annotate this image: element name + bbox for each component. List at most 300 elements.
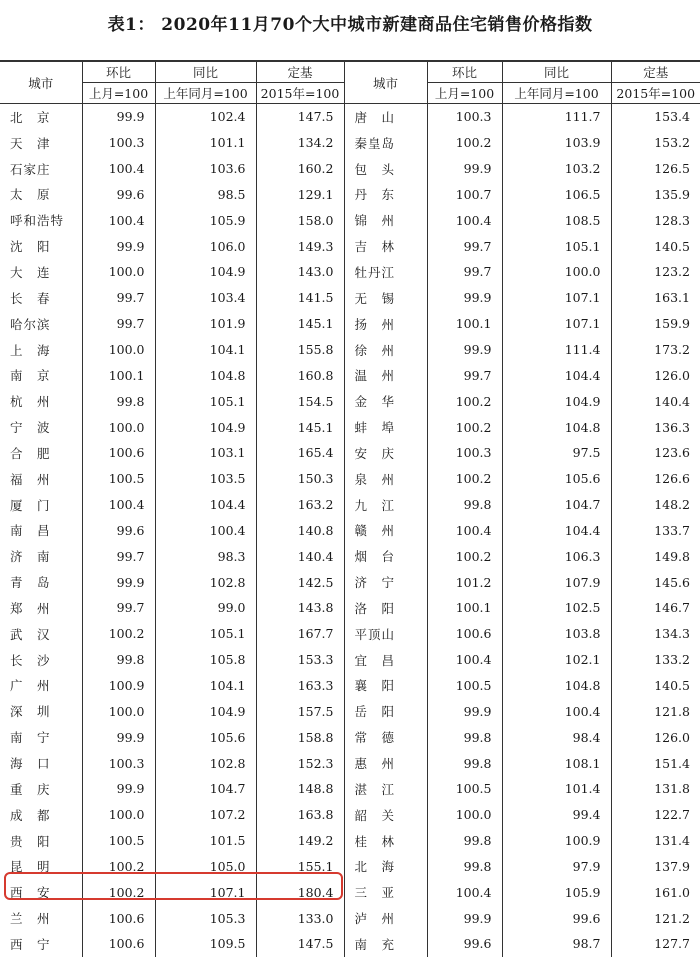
mom-cell: 99.9	[82, 233, 155, 259]
city-cell: 牡丹江	[354, 264, 396, 280]
yoy-cell: 102.1	[502, 647, 611, 673]
yoy-cell: 100.0	[502, 259, 611, 285]
base-cell: 158.8	[256, 724, 344, 750]
yoy-cell: 99.4	[502, 802, 611, 828]
city-cell: 南 昌	[10, 523, 51, 539]
base-cell: 146.7	[611, 595, 700, 621]
base-cell: 163.3	[256, 673, 344, 699]
yoy-cell: 101.5	[155, 828, 256, 854]
base-cell: 151.4	[611, 750, 700, 776]
table-row	[0, 362, 700, 388]
mom-cell: 99.9	[427, 698, 502, 724]
table-row	[0, 130, 700, 156]
table-row	[0, 569, 700, 595]
yoy-cell: 105.6	[502, 466, 611, 492]
base-cell: 149.3	[256, 233, 344, 259]
yoy-cell: 100.9	[502, 828, 611, 854]
mom-header-2: 环比	[427, 61, 502, 83]
mom-cell: 100.0	[82, 337, 155, 363]
mom-cell: 100.4	[427, 879, 502, 905]
base-cell: 163.1	[611, 285, 700, 311]
base-cell: 134.2	[256, 130, 344, 156]
mom-cell: 99.9	[82, 569, 155, 595]
city-cell: 青 岛	[10, 575, 51, 591]
base-cell: 140.5	[611, 673, 700, 699]
table-row	[0, 259, 700, 285]
base-cell: 133.2	[611, 647, 700, 673]
table-row	[0, 595, 700, 621]
city-cell: 温 州	[354, 368, 396, 384]
city-cell: 太 原	[10, 187, 51, 203]
mom-cell: 100.3	[427, 104, 502, 130]
base-cell: 155.1	[256, 853, 344, 879]
city-cell: 福 州	[10, 471, 51, 487]
base-cell: 133.7	[611, 518, 700, 544]
mom-cell: 100.4	[82, 207, 155, 233]
city-cell: 锦 州	[354, 213, 396, 229]
base-cell: 143.0	[256, 259, 344, 285]
price-index-table	[0, 60, 700, 957]
yoy-cell: 108.5	[502, 207, 611, 233]
city-cell: 泉 州	[354, 471, 396, 487]
yoy-cell: 101.1	[155, 130, 256, 156]
mom-cell: 99.6	[82, 518, 155, 544]
base-cell: 160.2	[256, 156, 344, 182]
yoy-cell: 100.4	[502, 698, 611, 724]
mom-cell: 99.7	[82, 543, 155, 569]
yoy-cell: 105.1	[155, 621, 256, 647]
base-cell: 129.1	[256, 182, 344, 208]
yoy-cell: 105.8	[155, 647, 256, 673]
table-row	[0, 853, 700, 879]
city-cell: 哈尔滨	[10, 316, 51, 332]
mom-cell: 99.8	[427, 853, 502, 879]
city-cell: 金 华	[354, 394, 396, 410]
city-header: 城市	[0, 61, 82, 104]
city-cell: 韶 关	[354, 807, 396, 823]
city-cell: 泸 州	[354, 911, 396, 927]
yoy-cell: 97.9	[502, 853, 611, 879]
base-header-2: 定基	[611, 61, 700, 83]
table-row	[0, 337, 700, 363]
mom-cell: 100.6	[82, 931, 155, 957]
base-cell: 136.3	[611, 414, 700, 440]
city-cell: 济 宁	[354, 575, 396, 591]
base-cell: 173.2	[611, 337, 700, 363]
city-cell: 海 口	[10, 756, 51, 772]
city-cell: 西 宁	[10, 936, 51, 952]
base-cell: 126.0	[611, 362, 700, 388]
mom-cell: 99.7	[427, 259, 502, 285]
city-cell: 天 津	[10, 135, 51, 151]
city-cell: 徐 州	[354, 342, 396, 358]
city-cell: 石家庄	[10, 161, 51, 177]
base-cell: 142.5	[256, 569, 344, 595]
base-cell: 148.2	[611, 492, 700, 518]
base-cell: 143.8	[256, 595, 344, 621]
base-cell: 137.9	[611, 853, 700, 879]
base-cell: 123.6	[611, 440, 700, 466]
mom-cell: 99.9	[427, 285, 502, 311]
table-row	[0, 466, 700, 492]
mom-cell: 99.7	[427, 362, 502, 388]
yoy-cell: 105.0	[155, 853, 256, 879]
mom-cell: 99.8	[427, 724, 502, 750]
base-cell: 131.8	[611, 776, 700, 802]
base-cell: 145.6	[611, 569, 700, 595]
yoy-cell: 104.1	[155, 673, 256, 699]
city-cell: 湛 江	[354, 781, 396, 797]
mom-cell: 99.6	[82, 182, 155, 208]
city-cell: 包 头	[354, 161, 396, 177]
city-cell: 深 圳	[10, 704, 51, 720]
yoy-cell: 104.8	[502, 414, 611, 440]
base-cell: 161.0	[611, 879, 700, 905]
city-cell: 宁 波	[10, 420, 51, 436]
city-cell: 襄 阳	[354, 678, 396, 694]
city-cell: 三 亚	[354, 885, 396, 901]
table-row	[0, 905, 700, 931]
base-header: 定基	[256, 61, 344, 83]
base-cell: 154.5	[256, 388, 344, 414]
base-subheader: 2015年=100	[256, 83, 344, 104]
city-cell: 无 锡	[354, 290, 396, 306]
base-cell: 127.7	[611, 931, 700, 957]
city-cell: 大 连	[10, 264, 51, 280]
mom-subheader-2: 上月=100	[427, 83, 502, 104]
mom-cell: 99.9	[82, 724, 155, 750]
yoy-cell: 103.8	[502, 621, 611, 647]
city-cell: 郑 州	[10, 600, 51, 616]
base-cell: 165.4	[256, 440, 344, 466]
mom-cell: 100.3	[82, 750, 155, 776]
yoy-cell: 105.1	[502, 233, 611, 259]
base-cell: 135.9	[611, 182, 700, 208]
city-cell: 安 庆	[354, 445, 396, 461]
yoy-cell: 103.1	[155, 440, 256, 466]
base-cell: 140.4	[256, 543, 344, 569]
city-cell: 蚌 埠	[354, 420, 396, 436]
mom-cell: 100.2	[82, 853, 155, 879]
mom-cell: 100.3	[82, 130, 155, 156]
yoy-subheader-2: 上年同月=100	[502, 83, 611, 104]
table-row	[0, 673, 700, 699]
mom-cell: 99.8	[82, 647, 155, 673]
table-row	[0, 621, 700, 647]
base-cell: 123.2	[611, 259, 700, 285]
base-cell: 121.8	[611, 698, 700, 724]
table-row	[0, 647, 700, 673]
base-cell: 126.5	[611, 156, 700, 182]
city-cell: 西 安	[10, 885, 51, 901]
base-cell: 158.0	[256, 207, 344, 233]
base-cell: 160.8	[256, 362, 344, 388]
mom-cell: 100.2	[427, 388, 502, 414]
city-cell: 沈 阳	[10, 239, 51, 255]
mom-cell: 100.3	[427, 440, 502, 466]
mom-cell: 99.9	[427, 156, 502, 182]
city-cell: 唐 山	[354, 109, 396, 125]
yoy-cell: 111.7	[502, 104, 611, 130]
city-cell: 烟 台	[354, 549, 396, 565]
yoy-cell: 103.4	[155, 285, 256, 311]
city-cell: 丹 东	[354, 187, 396, 203]
yoy-cell: 104.7	[502, 492, 611, 518]
yoy-header: 同比	[155, 61, 256, 83]
mom-cell: 100.2	[427, 466, 502, 492]
mom-cell: 99.9	[427, 905, 502, 931]
mom-cell: 99.6	[427, 931, 502, 957]
base-cell: 147.5	[256, 931, 344, 957]
city-cell: 九 江	[354, 497, 396, 513]
yoy-cell: 104.9	[155, 259, 256, 285]
yoy-cell: 100.4	[155, 518, 256, 544]
yoy-cell: 107.1	[502, 311, 611, 337]
base-cell: 128.3	[611, 207, 700, 233]
city-cell: 贵 阳	[10, 833, 51, 849]
base-cell: 159.9	[611, 311, 700, 337]
table-row	[0, 104, 700, 130]
city-cell: 昆 明	[10, 859, 51, 875]
table-row	[0, 311, 700, 337]
mom-cell: 100.5	[82, 828, 155, 854]
table-row	[0, 492, 700, 518]
yoy-cell: 102.8	[155, 569, 256, 595]
base-cell: 152.3	[256, 750, 344, 776]
yoy-header-2: 同比	[502, 61, 611, 83]
city-cell: 兰 州	[10, 911, 51, 927]
yoy-cell: 99.0	[155, 595, 256, 621]
base-cell: 153.2	[611, 130, 700, 156]
mom-cell: 100.4	[427, 518, 502, 544]
mom-cell: 99.7	[427, 233, 502, 259]
base-cell: 133.0	[256, 905, 344, 931]
base-cell: 153.4	[611, 104, 700, 130]
yoy-cell: 104.8	[155, 362, 256, 388]
city-cell: 呼和浩特	[10, 213, 65, 229]
base-cell: 131.4	[611, 828, 700, 854]
city-cell: 北 海	[354, 859, 396, 875]
table-row	[0, 207, 700, 233]
mom-cell: 99.9	[427, 337, 502, 363]
base-cell: 149.2	[256, 828, 344, 854]
mom-cell: 99.9	[82, 776, 155, 802]
city-cell: 广 州	[10, 678, 51, 694]
mom-cell: 100.1	[427, 595, 502, 621]
city-cell: 常 德	[354, 730, 396, 746]
city-header-2: 城市	[344, 61, 427, 104]
table-row	[0, 776, 700, 802]
table-row	[0, 879, 700, 905]
yoy-cell: 107.1	[155, 879, 256, 905]
yoy-cell: 97.5	[502, 440, 611, 466]
mom-cell: 100.1	[427, 311, 502, 337]
mom-cell: 100.7	[427, 182, 502, 208]
mom-cell: 100.2	[427, 130, 502, 156]
yoy-cell: 103.6	[155, 156, 256, 182]
table-body	[0, 104, 700, 957]
city-cell: 重 庆	[10, 781, 51, 797]
yoy-cell: 102.4	[155, 104, 256, 130]
city-cell: 桂 林	[354, 833, 396, 849]
mom-cell: 100.2	[427, 414, 502, 440]
table-row	[0, 518, 700, 544]
base-cell: 163.2	[256, 492, 344, 518]
base-cell: 145.1	[256, 311, 344, 337]
yoy-cell: 102.8	[155, 750, 256, 776]
mom-cell: 99.9	[82, 104, 155, 130]
table-row	[0, 802, 700, 828]
city-cell: 吉 林	[354, 239, 396, 255]
yoy-cell: 99.6	[502, 905, 611, 931]
yoy-cell: 98.5	[155, 182, 256, 208]
yoy-cell: 104.7	[155, 776, 256, 802]
base-cell: 180.4	[256, 879, 344, 905]
base-cell: 167.7	[256, 621, 344, 647]
base-cell: 149.8	[611, 543, 700, 569]
base-cell: 147.5	[256, 104, 344, 130]
table-row	[0, 724, 700, 750]
base-cell: 145.1	[256, 414, 344, 440]
yoy-cell: 104.1	[155, 337, 256, 363]
yoy-cell: 111.4	[502, 337, 611, 363]
yoy-cell: 101.9	[155, 311, 256, 337]
yoy-cell: 107.9	[502, 569, 611, 595]
yoy-cell: 101.4	[502, 776, 611, 802]
city-cell: 南 充	[354, 936, 396, 952]
yoy-cell: 104.9	[155, 698, 256, 724]
yoy-cell: 104.4	[155, 492, 256, 518]
yoy-cell: 98.7	[502, 931, 611, 957]
mom-cell: 100.2	[427, 543, 502, 569]
city-cell: 上 海	[10, 342, 51, 358]
yoy-cell: 105.6	[155, 724, 256, 750]
city-cell: 厦 门	[10, 497, 51, 513]
yoy-cell: 105.9	[502, 879, 611, 905]
yoy-cell: 109.5	[155, 931, 256, 957]
city-cell: 宜 昌	[354, 652, 396, 668]
mom-cell: 100.5	[427, 776, 502, 802]
mom-cell: 99.8	[82, 388, 155, 414]
mom-cell: 100.4	[427, 647, 502, 673]
yoy-cell: 107.2	[155, 802, 256, 828]
yoy-cell: 102.5	[502, 595, 611, 621]
mom-cell: 100.0	[82, 698, 155, 724]
base-subheader-2: 2015年=100	[611, 83, 700, 104]
base-cell: 126.0	[611, 724, 700, 750]
mom-cell: 100.2	[82, 621, 155, 647]
mom-cell: 100.4	[82, 156, 155, 182]
table-row	[0, 750, 700, 776]
yoy-cell: 106.3	[502, 543, 611, 569]
table-row	[0, 233, 700, 259]
table-row	[0, 182, 700, 208]
mom-cell: 99.8	[427, 828, 502, 854]
yoy-cell: 103.5	[155, 466, 256, 492]
yoy-cell: 104.9	[502, 388, 611, 414]
city-cell: 南 宁	[10, 730, 51, 746]
yoy-cell: 105.3	[155, 905, 256, 931]
table-row	[0, 440, 700, 466]
mom-cell: 99.8	[427, 750, 502, 776]
mom-cell: 100.0	[82, 802, 155, 828]
yoy-cell: 104.9	[155, 414, 256, 440]
city-cell: 洛 阳	[354, 600, 396, 616]
mom-cell: 99.7	[82, 595, 155, 621]
city-cell: 武 汉	[10, 626, 51, 642]
table-title: 表1： 2020年11月70个大中城市新建商品住宅销售价格指数	[107, 15, 593, 35]
mom-cell: 100.6	[82, 440, 155, 466]
base-cell: 126.6	[611, 466, 700, 492]
base-cell: 153.3	[256, 647, 344, 673]
yoy-cell: 105.9	[155, 207, 256, 233]
mom-cell: 100.6	[427, 621, 502, 647]
yoy-cell: 108.1	[502, 750, 611, 776]
mom-cell: 100.9	[82, 673, 155, 699]
city-cell: 岳 阳	[354, 704, 396, 720]
mom-cell: 100.0	[82, 259, 155, 285]
city-cell: 济 南	[10, 549, 51, 565]
base-cell: 122.7	[611, 802, 700, 828]
base-cell: 134.3	[611, 621, 700, 647]
base-cell: 140.4	[611, 388, 700, 414]
city-cell: 平顶山	[354, 626, 396, 642]
mom-cell: 99.7	[82, 311, 155, 337]
mom-cell: 100.2	[82, 879, 155, 905]
base-cell: 140.5	[611, 233, 700, 259]
city-cell: 长 春	[10, 290, 51, 306]
yoy-cell: 106.0	[155, 233, 256, 259]
mom-cell: 99.7	[82, 285, 155, 311]
base-cell: 121.2	[611, 905, 700, 931]
mom-cell: 100.6	[82, 905, 155, 931]
mom-cell: 99.8	[427, 492, 502, 518]
table-row	[0, 156, 700, 182]
mom-cell: 100.4	[82, 492, 155, 518]
yoy-cell: 103.9	[502, 130, 611, 156]
mom-header: 环比	[82, 61, 155, 83]
yoy-subheader: 上年同月=100	[155, 83, 256, 104]
yoy-cell: 104.4	[502, 518, 611, 544]
yoy-cell: 105.1	[155, 388, 256, 414]
table-row	[0, 828, 700, 854]
table-row	[0, 414, 700, 440]
city-cell: 合 肥	[10, 445, 51, 461]
base-cell: 157.5	[256, 698, 344, 724]
yoy-cell: 104.8	[502, 673, 611, 699]
yoy-cell: 103.2	[502, 156, 611, 182]
city-cell: 长 沙	[10, 652, 51, 668]
table-row	[0, 698, 700, 724]
base-cell: 140.8	[256, 518, 344, 544]
yoy-cell: 98.4	[502, 724, 611, 750]
mom-cell: 100.5	[82, 466, 155, 492]
table-row	[0, 931, 700, 957]
city-cell: 成 都	[10, 807, 51, 823]
mom-cell: 100.4	[427, 207, 502, 233]
city-cell: 扬 州	[354, 316, 396, 332]
base-cell: 155.8	[256, 337, 344, 363]
city-cell: 惠 州	[354, 756, 396, 772]
city-cell: 秦皇岛	[354, 135, 396, 151]
base-cell: 150.3	[256, 466, 344, 492]
city-cell: 北 京	[10, 109, 51, 125]
mom-cell: 100.0	[82, 414, 155, 440]
yoy-cell: 104.4	[502, 362, 611, 388]
yoy-cell: 98.3	[155, 543, 256, 569]
mom-cell: 101.2	[427, 569, 502, 595]
city-cell: 南 京	[10, 368, 51, 384]
